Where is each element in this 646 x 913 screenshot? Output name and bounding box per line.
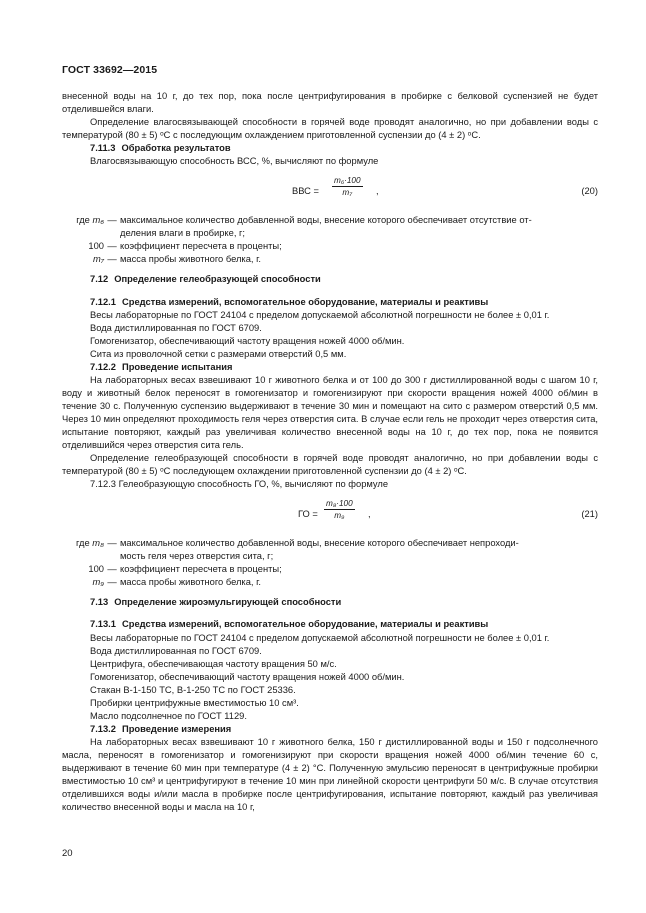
section-title: Проведение испытания	[121, 361, 233, 372]
formula-21-legend	[62, 537, 598, 589]
formula-comma: ,	[368, 509, 371, 520]
section-number: 7.12.1	[90, 296, 116, 307]
section-number: 7.12	[90, 274, 109, 285]
section-number: 7.12.2	[90, 361, 116, 372]
legend-row: m₉ — масса пробы животного белка, г.	[62, 576, 598, 589]
legend-text: масса пробы животного белка, г.	[120, 577, 261, 588]
list-line: Пробирки центрифужные вместимостью 10 см³.	[90, 697, 299, 708]
legend-row: где m₈ — максимальное количество добавленной воды, внесение которого обеспечивает непроходи-	[62, 537, 598, 550]
list-line: Вода дистиллированная по ГОСТ 6709.	[90, 645, 262, 656]
section-heading-7-13	[62, 596, 598, 609]
page-number: 20	[62, 848, 73, 859]
formula-denominator: m₉	[334, 511, 345, 521]
paragraph: 7.12.3 Гелеобразующую способность ГО, %, вычисляют по формуле	[90, 479, 389, 490]
legend-row: где m₆ — максимальное количество добавленной воды, внесение которого обеспечивает отсутствие от-	[62, 214, 598, 227]
list-line: Стакан В-1-150 ТС, В-1-250 ТС по ГОСТ 25336.	[90, 684, 296, 695]
formula-number: (20)	[581, 186, 598, 197]
section-heading-7-11-3	[62, 142, 598, 155]
section-number: 7.13.1	[90, 619, 116, 630]
formula-21	[62, 495, 598, 531]
section-title: Определение гелеобразующей способности	[114, 274, 321, 285]
formula-20	[62, 172, 598, 208]
formula-numerator: m₈·100	[326, 499, 353, 509]
formula-lhs: ГО =	[298, 509, 318, 520]
formula-fraction	[324, 498, 355, 521]
formula-20-legend	[62, 214, 598, 266]
list-line: Масло подсолнечное по ГОСТ 1129.	[90, 710, 247, 721]
section-number: 7.11.3	[90, 143, 116, 154]
section-number: 7.13.2	[90, 723, 116, 734]
paragraph: внесенной воды на 10 г, до тех пор, пока после центрифугирования в пробирке с белковой суспензией не будет отделившейся влаги.	[62, 91, 598, 115]
legend-text: масса пробы животного белка, г.	[120, 254, 261, 265]
paragraph: Влагосвязывающую способность ВСС, %, вычисляют по формуле	[90, 156, 379, 167]
formula-comma: ,	[376, 186, 379, 197]
section-title: Проведение измерения	[121, 723, 232, 734]
section-heading-7-12-2	[62, 361, 598, 374]
list-line: Гомогенизатор, обеспечивающий частоту вращения ножей 4000 об/мин.	[90, 335, 405, 346]
legend-symbol: 100	[88, 241, 104, 252]
legend-text-continued: деления влаги в пробирке, г;	[120, 228, 246, 239]
list-line: Центрифуга, обеспечивающая частоту вращения 50 м/с.	[90, 658, 337, 669]
list-line: Вода дистиллированная по ГОСТ 6709.	[90, 322, 262, 333]
legend-symbol: где m₈	[76, 538, 104, 549]
legend-text: максимальное количество добавленной воды, внесение которого обеспечивает отсутствие от-	[120, 215, 532, 226]
list-line: Сита из проволочной сетки с размерами отверстий 0,5 мм.	[90, 348, 347, 359]
legend-text-continued: мость геля через отверстия сита, г;	[120, 551, 274, 562]
page-header: ГОСТ 33692—2015	[62, 64, 158, 76]
section-heading-7-12-1	[62, 296, 598, 309]
paragraph: Определение гелеобразующей способности в горячей воде проводят аналогично, но при добавлении воды с температурой (80 ± 5) ᵒC последующем охлаждении приготовленной суспензии до (4 ± 2) ᵒC.	[62, 453, 598, 477]
legend-symbol: 100	[88, 564, 104, 575]
section-title: Определение жироэмульгирующей способности	[114, 597, 342, 608]
list-line: Весы лабораторные по ГОСТ 24104 с пределом допускаемой абсолютной погрешности не более ± 0,01 г.	[90, 632, 550, 643]
formula-lhs: ВВС =	[292, 186, 319, 197]
legend-row: m₇ — масса пробы животного белка, г.	[62, 253, 598, 266]
list-line: Весы лабораторные по ГОСТ 24104 с пределом допускаемой абсолютной погрешности не более ± 0,01 г.	[90, 309, 550, 320]
section-title: Обработка результатов	[121, 143, 231, 154]
paragraph: На лабораторных весах взвешивают 10 г животного белка, 150 г дистиллированной воды и 150 г подсолнечного масла, переносят в гомогенизатор и гомогенизируют при скорости вращения ножей 4000 об/мин течение 60 с, выдерживают в течение 60 мин при температуре (4 ± 2) °С. Полученную эмульсию переносят в центрифужные пробирки вместимостью 10 см³ и центрифугируют в течение 10 мин при линейной скорости центрифуги 50 м/с. В случае отсутствия отделившихся воды и/или масла в пробирке после центрифугирования, испытание повторяют, каждый раз увеличивая количество внесенной воды и масла на 10 г,	[62, 736, 598, 813]
formula-numerator: m₆·100	[334, 176, 361, 186]
section-heading-7-13-2	[62, 723, 598, 736]
legend-text: коэффициент пересчета в проценты;	[120, 564, 282, 575]
legend-symbol: где m₆	[76, 215, 104, 226]
list-line: Гомогенизатор, обеспечивающий частоту вращения ножей 4000 об/мин.	[90, 671, 405, 682]
legend-row: 100 — коэффициент пересчета в проценты;	[62, 240, 598, 253]
legend-text: коэффициент пересчета в проценты;	[120, 241, 282, 252]
legend-symbol: m₉	[92, 577, 104, 588]
paragraph: На лабораторных весах взвешивают 10 г животного белка и от 100 до 300 г дистиллированной воды с шагом 10 г, воду и животный белок переносят в гомогенизатор и гомогенизируют при скорости вращения ножей 4000 об/мин в течение 30 с. Полученную суспензию выдерживают в течение 30 мин и помещают на сито с размером отверстий 0,5 мм. Через 10 мин определяют проходимость геля через отверстия сита. В случае если гель не проходит через отверстия сита, испытание повторяют, каждый раз увеличивая количество внесенной воды на 10 г, до тех пор, пока не появится отделившийся через отверстия сита гель.	[62, 374, 598, 451]
section-heading-7-13-1	[62, 618, 598, 631]
formula-fraction	[332, 175, 363, 198]
section-title: Средства измерений, вспомогательное оборудование, материалы и реактивы	[121, 619, 489, 630]
formula-number: (21)	[581, 509, 598, 520]
paragraph: Определение влагосвязывающей способности в горячей воде проводят аналогично, но при добавлении воды с температурой (80 ± 5) ᵒC с последующим охлаждением приготовленной суспензии до (4 ± 2) ᵒC.	[62, 117, 598, 141]
legend-row: 100 — коэффициент пересчета в проценты;	[62, 563, 598, 576]
section-number: 7.13	[90, 597, 109, 608]
page-body	[62, 90, 598, 814]
legend-text: максимальное количество добавленной воды, внесение которого обеспечивает непроходи-	[120, 538, 519, 549]
formula-denominator: m₇	[342, 188, 353, 198]
section-heading-7-12	[62, 273, 598, 286]
section-title: Средства измерений, вспомогательное оборудование, материалы и реактивы	[121, 296, 489, 307]
legend-symbol: m₇	[92, 254, 104, 265]
